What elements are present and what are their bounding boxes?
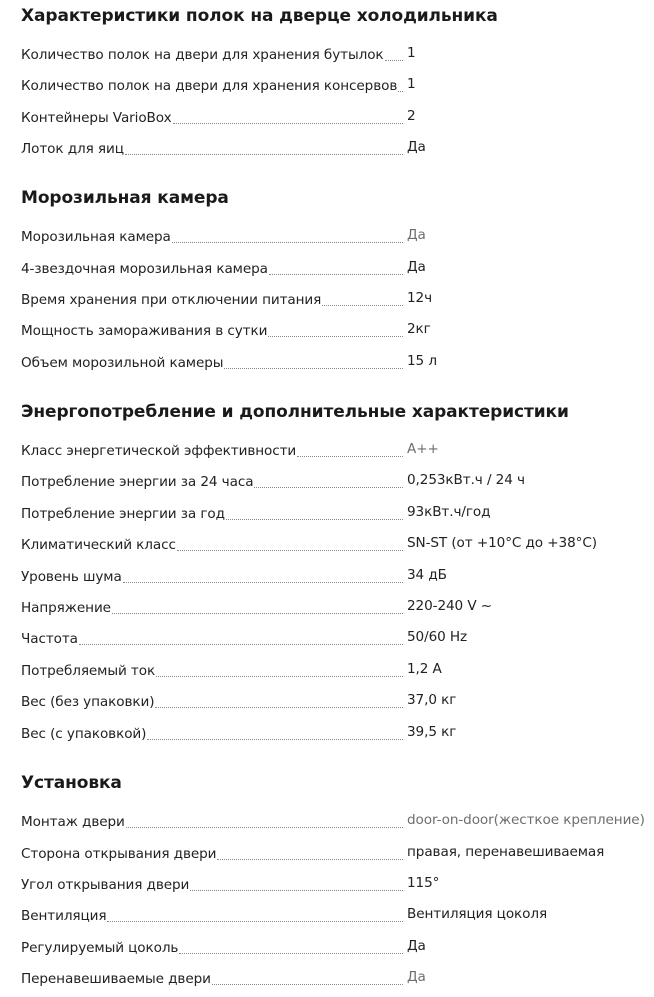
spec-value: Да xyxy=(407,969,426,985)
spec-row xyxy=(21,75,651,99)
dotted-leader xyxy=(177,550,403,551)
dotted-leader xyxy=(224,368,403,369)
spec-label: Напряжение xyxy=(21,600,111,616)
dotted-leader xyxy=(79,644,403,645)
dotted-leader xyxy=(123,582,403,583)
spec-value: 1 xyxy=(407,45,416,61)
dotted-leader xyxy=(254,487,403,488)
spec-label: Время хранения при отключении питания xyxy=(21,292,322,308)
dotted-leader xyxy=(112,613,403,614)
spec-label: Сторона открывания двери xyxy=(21,846,217,862)
spec-value: Да xyxy=(407,259,426,275)
dotted-leader xyxy=(147,739,403,740)
spec-row xyxy=(21,660,651,684)
spec-value: Да xyxy=(407,938,426,954)
spec-label: Контейнеры VarioBox xyxy=(21,110,172,126)
dotted-leader xyxy=(155,707,403,708)
spec-value: 1 xyxy=(407,76,416,92)
spec-value: 2кг xyxy=(407,321,431,337)
dotted-leader xyxy=(226,519,403,520)
spec-value: 1,2 A xyxy=(407,661,442,677)
spec-label: Количество полок на двери для хранения консервов xyxy=(21,78,398,94)
spec-value: 0,253кВт.ч / 24 ч xyxy=(407,472,525,488)
spec-row xyxy=(21,723,651,747)
section-title-energy: Энергопотребление и дополнительные характеристики xyxy=(21,402,569,422)
spec-row xyxy=(21,597,651,621)
spec-value: A++ xyxy=(407,441,439,457)
dotted-leader xyxy=(172,242,403,243)
spec-value: Да xyxy=(407,139,426,155)
spec-row xyxy=(21,968,651,992)
spec-row xyxy=(21,352,651,376)
spec-row xyxy=(21,258,651,282)
spec-row xyxy=(21,566,651,590)
spec-value: 93кВт.ч/год xyxy=(407,504,491,520)
spec-label: Лоток для яиц xyxy=(21,141,124,157)
spec-value: 2 xyxy=(407,108,416,124)
spec-value: SN-ST (от +10°С до +38°С) xyxy=(407,535,597,551)
spec-label: Потребление энергии за год xyxy=(21,506,225,522)
dotted-leader xyxy=(107,921,403,922)
spec-label: Мощность замораживания в сутки xyxy=(21,323,268,339)
dotted-leader xyxy=(385,60,403,61)
spec-row xyxy=(21,874,651,898)
spec-label: Угол открывания двери xyxy=(21,877,190,893)
spec-label: Частота xyxy=(21,631,78,647)
dotted-leader xyxy=(173,123,403,124)
spec-label: Климатический класс xyxy=(21,537,176,553)
spec-label: Вес (без упаковки) xyxy=(21,694,155,710)
spec-value: door-on-door(жесткое крепление) xyxy=(407,812,645,828)
spec-value: Вентиляция цоколя xyxy=(407,906,548,922)
spec-row xyxy=(21,138,651,162)
spec-row xyxy=(21,440,651,464)
section-title-freezer: Морозильная камера xyxy=(21,188,229,208)
section-title-installation: Установка xyxy=(21,773,122,793)
spec-label: Количество полок на двери для хранения бутылок xyxy=(21,47,384,63)
spec-value: 39,5 кг xyxy=(407,724,457,740)
spec-label: Объем морозильной камеры xyxy=(21,355,224,371)
spec-label: Регулируемый цоколь xyxy=(21,940,179,956)
spec-label: Класс энергетической эффективности xyxy=(21,443,297,459)
spec-label: Потребление энергии за 24 часа xyxy=(21,474,254,490)
spec-value: правая, перенавешиваемая xyxy=(407,844,605,860)
dotted-leader xyxy=(126,827,403,828)
spec-value: 50/60 Hz xyxy=(407,629,468,645)
spec-row xyxy=(21,843,651,867)
spec-row xyxy=(21,44,651,68)
dotted-leader xyxy=(269,274,403,275)
spec-label: Монтаж двери xyxy=(21,814,125,830)
spec-row xyxy=(21,320,651,344)
dotted-leader xyxy=(297,456,403,457)
dotted-leader xyxy=(212,984,403,985)
spec-row xyxy=(21,691,651,715)
spec-row xyxy=(21,811,651,835)
spec-row xyxy=(21,289,651,313)
spec-row xyxy=(21,905,651,929)
spec-label: Перенавешиваемые двери xyxy=(21,971,211,987)
spec-label: Вес (с упаковкой) xyxy=(21,726,147,742)
spec-row xyxy=(21,937,651,961)
section-title-door-shelves: Характеристики полок на дверце холодильника xyxy=(21,6,498,26)
spec-value: 220-240 V ~ xyxy=(407,598,493,614)
spec-value: 115° xyxy=(407,875,440,891)
spec-label: Уровень шума xyxy=(21,569,122,585)
spec-label: 4-звездочная морозильная камера xyxy=(21,261,268,277)
dotted-leader xyxy=(179,953,403,954)
spec-label: Вентиляция xyxy=(21,908,107,924)
spec-value: 37,0 кг xyxy=(407,692,457,708)
spec-row xyxy=(21,534,651,558)
dotted-leader xyxy=(398,91,403,92)
dotted-leader xyxy=(156,676,403,677)
spec-value: 34 дБ xyxy=(407,567,447,583)
dotted-leader xyxy=(268,336,403,337)
spec-value: 15 л xyxy=(407,353,437,369)
spec-label: Потребляемый ток xyxy=(21,663,156,679)
spec-value: Да xyxy=(407,227,426,243)
spec-row xyxy=(21,107,651,131)
spec-row xyxy=(21,503,651,527)
dotted-leader xyxy=(217,859,403,860)
spec-label: Морозильная камера xyxy=(21,229,171,245)
spec-row xyxy=(21,628,651,652)
dotted-leader xyxy=(322,305,403,306)
spec-value: 12ч xyxy=(407,290,433,306)
spec-row xyxy=(21,226,651,250)
dotted-leader xyxy=(190,890,403,891)
dotted-leader xyxy=(125,154,403,155)
spec-row xyxy=(21,471,651,495)
